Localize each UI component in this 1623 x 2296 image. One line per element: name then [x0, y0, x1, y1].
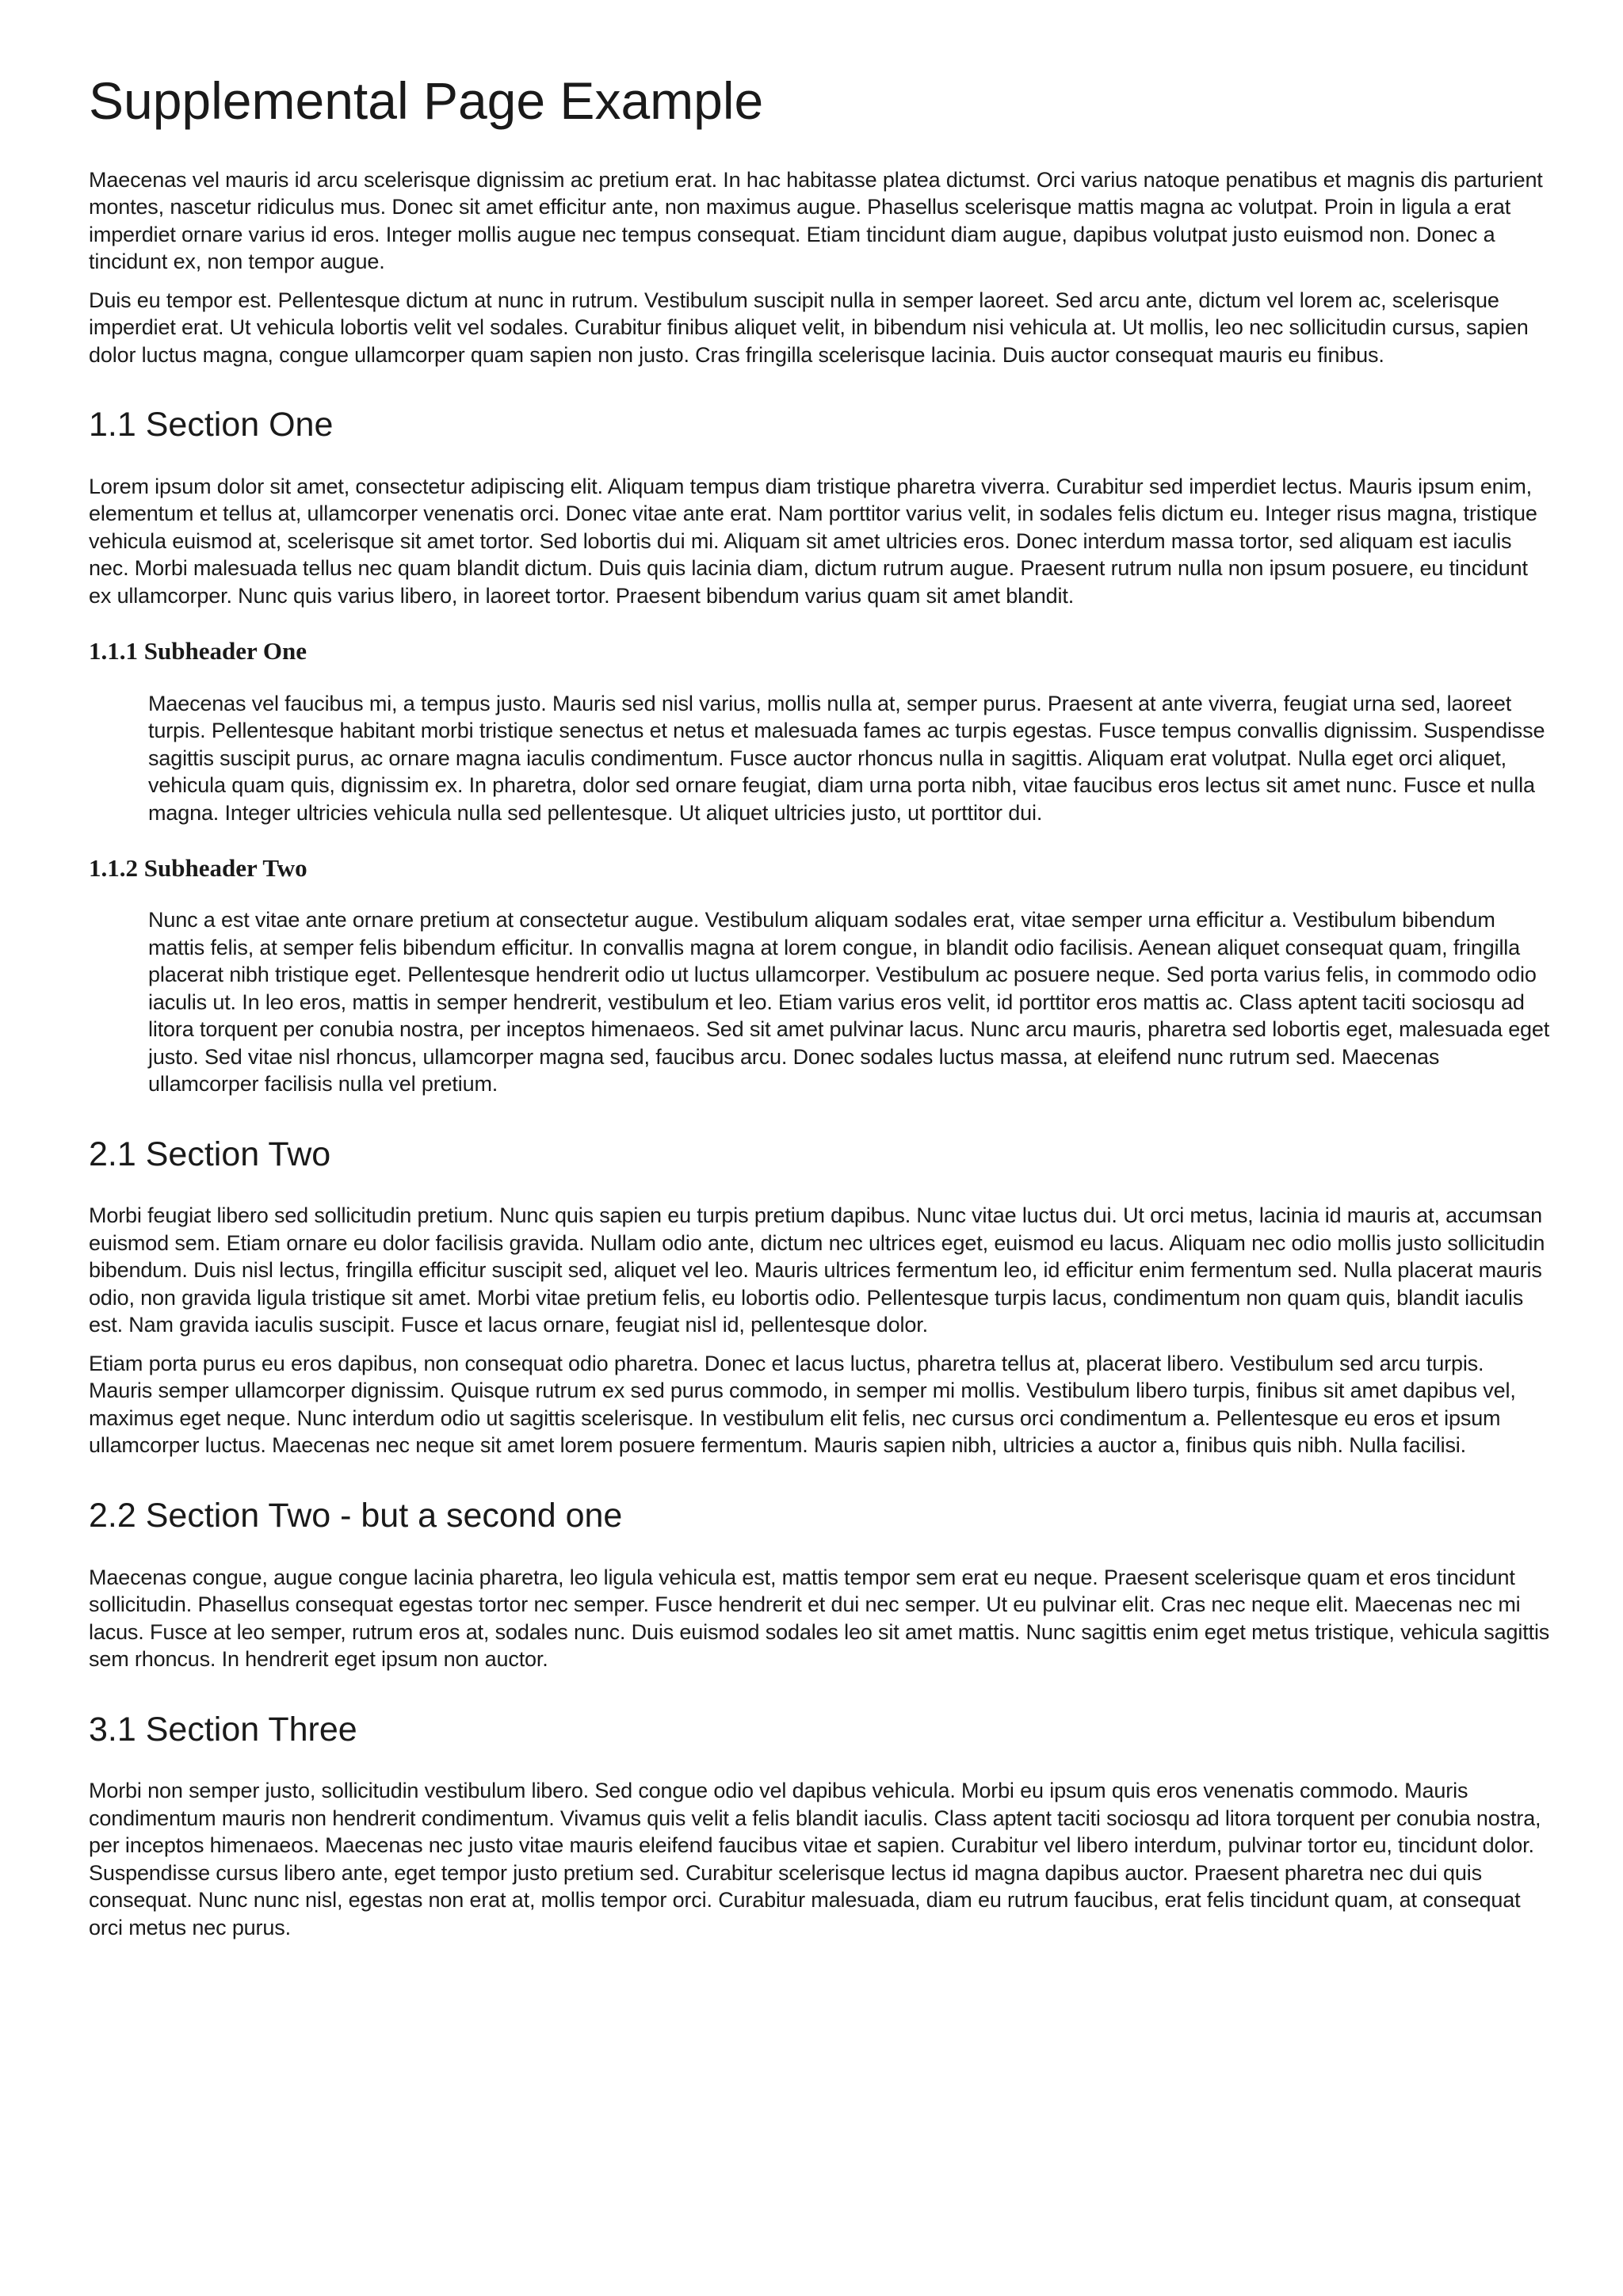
subheader-1-1-1-heading: 1.1.1 Subheader One — [89, 637, 307, 666]
section-1-1-heading: 1.1 Section One — [89, 406, 334, 444]
subheader-1-1-1-block — [89, 690, 1552, 827]
section-2-1-heading: 2.1 Section Two — [89, 1135, 331, 1173]
intro-paragraph-1: Maecenas vel mauris id arcu scelerisque dignissim ac pretium erat. In hac habitasse platea dictumst. Orci varius natoque penatibus et magnis dis parturient montes, nascetur ridiculus mus. Donec sit amet efficitur ante, non maximus augue. Phasellus scelerisque mattis magna ac volutpat. Proin in ligula a erat imperdiet ornare varius id eros. Integer mollis augue nec tempus consequat. Etiam tincidunt diam augue, dapibus volutpat justo euismod non. Donec a tincidunt ex, non tempor augue. — [89, 167, 1543, 274]
section-2-2-heading: 2.2 Section Two - but a second one — [89, 1496, 623, 1535]
subheader-1-1-1-paragraph: Maecenas vel faucibus mi, a tempus justo. Mauris sed nisl varius, mollis nulla at, semper purus. Praesent at ante viverra, feugiat urna sed, laoreet turpis. Pellentesque habitant morbi tristique senectus et netus et malesuada fames ac turpis egestas. Fusce tempus convallis dignissim. Suspendisse sagittis suscipit purus, ac ornare magna iaculis condimentum. Fusce auctor rhoncus nulla in sagittis. Aliquam erat volutpat. Nulla eget orci aliquet, vehicula quam quis, dignissim ex. In pharetra, dolor sed ornare feugiat, diam urna porta nibh, vitae faucibus eros lectus sit amet nunc. Fusce et nulla magna. Integer ultricies vehicula nulla sed pellentesque. Ut aliquet ultricies justo, ut porttitor dui. — [148, 691, 1545, 825]
subheader-1-1-2-heading: 1.1.2 Subheader Two — [89, 854, 307, 883]
section-3-1-paragraph: Morbi non semper justo, sollicitudin vestibulum libero. Sed congue odio vel dapibus vehicula. Morbi eu ipsum quis eros venenatis commodo. Mauris condimentum mauris non hendrerit condimentum. Vivamus quis velit a felis blandit iaculis. Class aptent taciti sociosqu ad litora torquent per conubia nostra, per inceptos himenaeos. Maecenas nec justo vitae mauris eleifend faucibus vitae et sapien. Curabitur vel libero interdum, pulvinar tortor eu, tincidunt dolor. Suspendisse cursus libero ante, eget tempor justo pretium sed. Curabitur scelerisque lectus id magna dapibus auctor. Praesent pharetra nec dui quis consequat. Nunc nunc nisl, egestas non erat at, mollis tempor orci. Curabitur malesuada, diam eu rutrum faucibus, erat felis tincidunt quam, at consequat orci metus nec purus. — [89, 1779, 1541, 1939]
section-2-1-paragraph-2: Etiam porta purus eu eros dapibus, non consequat odio pharetra. Donec et lacus luctus, pharetra tellus at, placerat libero. Vestibulum sed arcu turpis. Mauris semper ullamcorper dignissim. Quisque rutrum ex sed purus commodo, in semper mi mollis. Vestibulum libero turpis, finibus sit amet dapibus vel, maximus eget neque. Nunc interdum odio ut sagittis scelerisque. In vestibulum elit felis, nec cursus orci condimentum a. Pellentesque eu eros et ipsum ullamcorper luctus. Maecenas nec neque sit amet lorem posuere fermentum. Mauris sapien nibh, ultricies a auctor a, finibus quis nibh. Nulla facilisi. — [89, 1351, 1516, 1458]
section-2-2-paragraph: Maecenas congue, augue congue lacinia pharetra, leo ligula vehicula est, mattis tempor sem erat eu neque. Praesent scelerisque quam et eros tincidunt sollicitudin. Phasellus consequat egestas tortor nec semper. Fusce hendrerit et dui nec semper. Ut eu pulvinar elit. Cras nec neque elit. Maecenas nec mi lacus. Fusce at leo semper, rutrum eros at, sodales nunc. Duis euismod sodales leo sit amet mattis. Nunc sagittis enim eget metus tristique, vehicula sagittis sem rhoncus. In hendrerit eget ipsum non auctor. — [89, 1565, 1550, 1672]
section-3-1-heading: 3.1 Section Three — [89, 1710, 357, 1749]
intro-paragraph-2: Duis eu tempor est. Pellentesque dictum at nunc in rutrum. Vestibulum suscipit nulla in semper laoreet. Sed arcu ante, dictum vel lorem ac, scelerisque imperdiet erat. Ut vehicula lobortis velit vel sodales. Curabitur finibus aliquet velit, in bibendum nisi vehicula at. Ut mollis, leo nec sollicitudin cursus, sapien dolor luctus magna, congue ullamcorper quam sapien non justo. Cras fringilla scelerisque lacinia. Duis auctor consequat mauris eu finibus. — [89, 288, 1529, 367]
subheader-1-1-2-paragraph: Nunc a est vitae ante ornare pretium at consectetur augue. Vestibulum aliquam sodales erat, vitae semper urna efficitur a. Vestibulum bibendum mattis felis, at semper felis bibendum efficitur. In convallis magna at lorem congue, in blandit odio facilisis. Aenean aliquet consequat quam, fringilla placerat nibh tristique eget. Pellentesque hendrerit odio ut luctus ullamcorper. Vestibulum ac posuere neque. Sed porta varius felis, in commodo odio iaculis ut. In leo eros, mattis in semper hendrerit, vestibulum et leo. Etiam varius eros velit, id porttitor eros mattis ac. Class aptent taciti sociosqu ad litora torquent per conubia nostra, per inceptos himenaeos. Sed sit amet pulvinar lacus. Nunc arcu mauris, pharetra sed lobortis eget, malesuada eget justo. Sed vitae nisl rhoncus, ullamcorper magna sed, faucibus arcu. Donec sodales luctus massa, at eleifend nunc rutrum sed. Maecenas ullamcorper facilisis nulla vel pretium. — [148, 908, 1550, 1097]
page-title: Supplemental Page Example — [89, 71, 764, 130]
section-2-1-paragraph-1: Morbi feugiat libero sed sollicitudin pretium. Nunc quis sapien eu turpis pretium dapibus. Nunc vitae luctus dui. Ut orci metus, lacinia id mauris at, accumsan euismod sem. Etiam ornare eu dolor facilisis gravida. Nullam odio ante, dictum nec ultrices eget, euismod eu lacus. Aliquam nec odio mollis justo sollicitudin bibendum. Duis nisl lectus, fringilla efficitur suscipit sed, aliquet vel leo. Mauris ultrices fermentum leo, id efficitur enim fermentum sed. Nulla placerat mauris odio, non gravida ligula tristique sit amet. Morbi vitae pretium felis, eu lobortis odio. Pellentesque turpis lacus, condimentum non quam quis, blandit iaculis est. Nam gravida iaculis suscipit. Fusce et lacus ornare, feugiat nisl id, pellentesque dolor. — [89, 1203, 1545, 1337]
section-1-1-paragraph: Lorem ipsum dolor sit amet, consectetur adipiscing elit. Aliquam tempus diam tristique pharetra viverra. Curabitur sed imperdiet lectus. Mauris ipsum enim, elementum et tellus at, ullamcorper venenatis orci. Donec vitae ante erat. Nam porttitor varius velit, in sodales felis dictum eu. Integer risus magna, tristique vehicula euismod at, scelerisque sit amet tortor. Sed lobortis dui mi. Aliquam sit amet ultricies eros. Donec interdum massa tortor, sed aliquam est iaculis nec. Morbi malesuada tellus nec quam blandit dictum. Duis quis lacinia diam, dictum rutrum augue. Praesent rutrum nulla non ipsum posuere, eu tincidunt ex ullamcorper. Nunc quis varius libero, in laoreet tortor. Praesent bibendum varius quam sit amet blandit. — [89, 474, 1537, 608]
document-page — [89, 71, 1552, 1952]
subheader-1-1-2-block — [89, 906, 1552, 1098]
